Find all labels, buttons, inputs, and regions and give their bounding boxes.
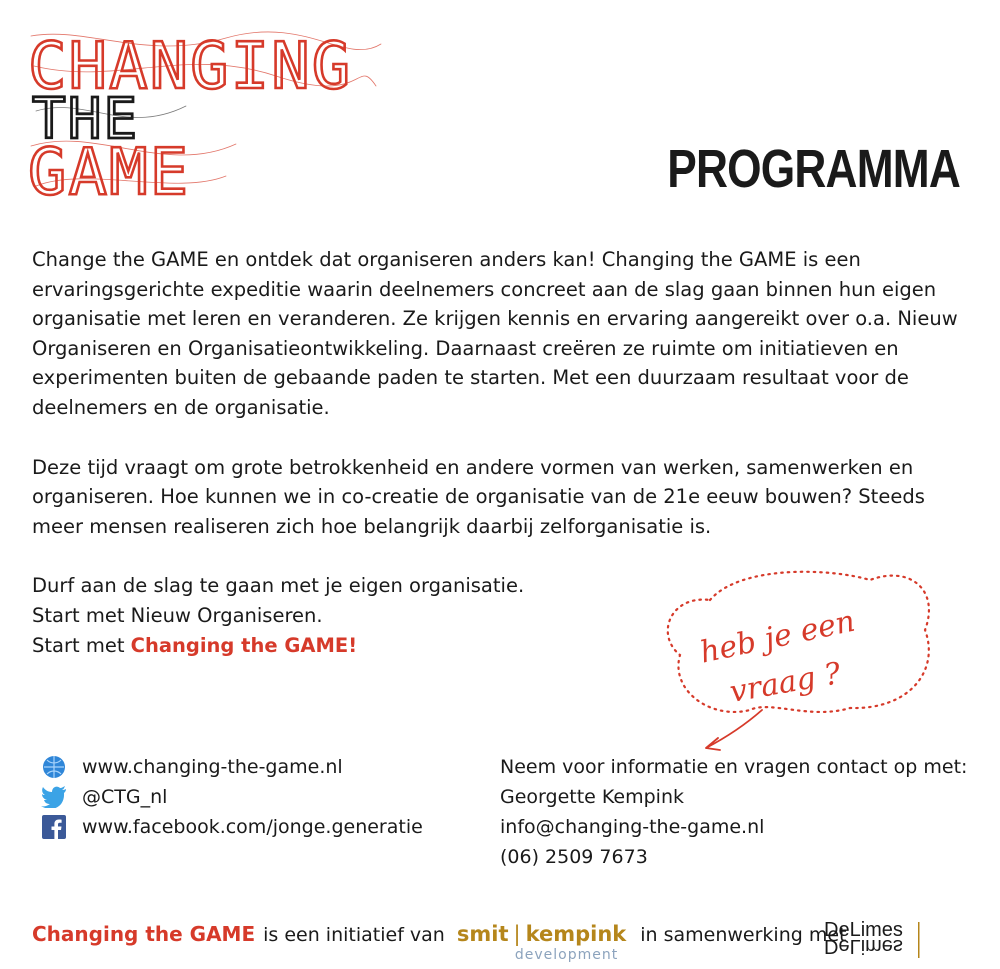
twitter-link[interactable] (40, 782, 423, 812)
smit-kempink-logo-a: smit (456, 922, 509, 946)
bubble-line-1: heb je een (696, 603, 859, 671)
question-bubble (650, 560, 950, 760)
svg-text:DeLimes: DeLimes (824, 935, 903, 957)
logo-line-changing: CHANGING (28, 30, 353, 104)
contact-block (500, 752, 967, 872)
facebook-icon (40, 813, 68, 841)
facebook-link-text: www.facebook.com/jonge.generatie (82, 816, 423, 838)
paragraph-context: Deze tijd vraagt om grote betrokkenheid en andere vormen van werken, samenwerken en organiseren. Hoe kunnen we in co-creatie de organisatie van de 21e eeuw bouwen? Steeds meer mensen realiseren zich hoe belangrijk daarbij zelforganisatie is. (32, 455, 925, 538)
smit-kempink-logo-sub: development (514, 947, 619, 963)
cta-line-2: Start met Nieuw Organiseren. (32, 603, 323, 627)
bubble-line-2: vraag ? (727, 656, 844, 710)
cta-line-3-prefix: Start met (32, 633, 131, 657)
footer-brand: Changing the GAME (32, 922, 256, 946)
paragraph-intro: Change the GAME en ontdek dat organiseren anders kan! Changing the GAME is een ervaringsgerichte expeditie waarin deelnemers concreet aan de slag gaan binnen hun eigen organisatie met leren en veranderen. Ze krijgen kennis en ervaring aangereikt over o.a. Nieuw Organiseren en Organisatieontwikkeling. Daarnaast creëren ze ruimte om initiatieven en experimenten buiten de gebaande paden te starten. Met een duurzaam resultaat voor de deelnemers en de organisatie. (32, 248, 958, 419)
logo-line-the: THE (32, 87, 140, 152)
contact-intro: Neem voor informatie en vragen contact op met: (500, 756, 968, 778)
twitter-icon (40, 783, 68, 811)
smit-kempink-logo-b: kempink (525, 922, 627, 946)
changing-the-game-logo (26, 26, 386, 201)
page-title: PROGRAMMA (667, 139, 960, 199)
cta-highlight: Changing the GAME! (130, 633, 358, 657)
footer (32, 922, 847, 963)
contact-email[interactable]: info@changing-the-game.nl (500, 816, 765, 838)
logo-line-game: GAME (28, 136, 191, 201)
delimes-logo-text: DeLimes (824, 919, 903, 941)
twitter-handle: @CTG_nl (82, 786, 168, 808)
cta-line-1: Durf aan de slag te gaan met je eigen organisatie. (32, 574, 525, 598)
website-link[interactable] (40, 752, 423, 782)
bubble-pointer-arrow (706, 710, 762, 750)
footer-text-initiative: is een initiatief van (263, 924, 445, 946)
facebook-link[interactable] (40, 812, 423, 842)
footer-text-collaboration: in samenwerking met (640, 924, 847, 946)
social-links (40, 752, 423, 842)
delimes-logo (822, 914, 932, 964)
contact-phone[interactable]: (06) 2509 7673 (500, 846, 648, 868)
smit-kempink-logo: smit | kempink development (456, 922, 627, 963)
website-link-text: www.changing-the-game.nl (82, 756, 343, 778)
contact-name: Georgette Kempink (500, 786, 684, 808)
globe-icon (40, 753, 68, 781)
